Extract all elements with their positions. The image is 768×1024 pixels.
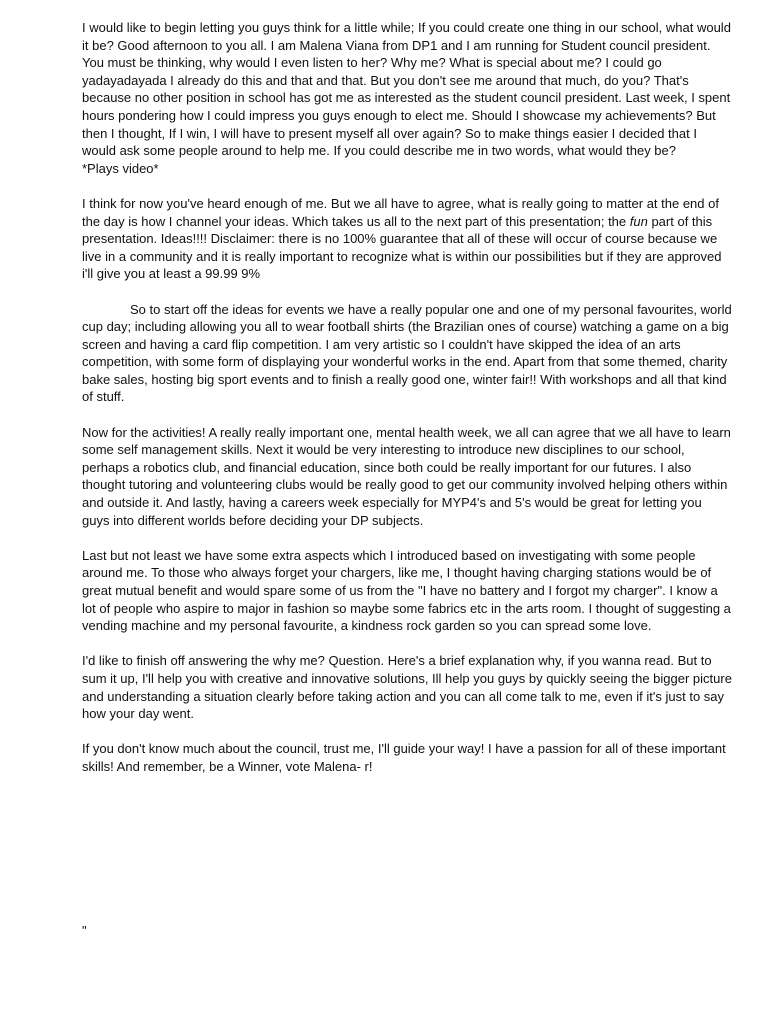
italic-text-run: fun [629, 213, 648, 229]
paragraph-plays-video: *Plays video* [82, 160, 159, 176]
paragraph-spacer [82, 529, 732, 547]
text-run: I think for now you've heard enough of me. But we all have to agree, what is really going to matter at the end of the day is how I channel your ideas. Which takes us all to the next part of this presentation; the [82, 195, 719, 229]
paragraph-events: So to start off the ideas for events we have a really popular one and one of my personal favourites, world cup day; including allowing you all to wear football shirts (the Brazilian ones of course) watching a game on a big screen and having a card flip competition. I am very artistic so I couldn't have skipped the idea of an arts competition, with some form of displaying your wonderful works in the end. Apart from that some themed, charity bake sales, hosting big sport events and to finish a really good one, winter fair!! With workshops and all that kind of stuff. [82, 301, 732, 405]
paragraph-extra-aspects: Last but not least we have some extra aspects which I introduced based on investigating with some people around me. To those who always forget your chargers, like me, I thought having charging stations would be of great mutual benefit and would spare some of us from the "I have no battery and I forgot my charger". I know a lot of people who aspire to major in fashion so maybe some fabrics etc in the arts room. I thought of suggesting a vending machine and my personal favourite, a kindness rock garden so you can spread some love. [82, 547, 731, 634]
paragraph-spacer [82, 283, 732, 301]
paragraph-spacer [82, 177, 732, 195]
paragraph-intro: I would like to begin letting you guys think for a little while; If you could create one thing in our school, what would it be? Good afternoon to you all. I am Malena Viana from DP1 and I am running for Student council president. You must be thinking, why would I even listen to her? Why me? What is special about me? I could go yadayadayada I already do this and that and that. But you don't see me around that much, do you? That's because no other position in school has got me as interested as the student council president. Last week, I spent hours pondering how I could impress you guys enough to elect me. Should I showcase my achievements? But then I thought, If I win, I will have to present myself all over again? So to make things easier I decided that I would ask some people around to help me. If you could describe me in two words, what would they be? [82, 20, 731, 159]
paragraph-spacer [82, 635, 732, 653]
paragraph-spacer [82, 723, 732, 741]
paragraph-spacer [82, 406, 732, 424]
trailing-quote-mark: " [82, 923, 87, 938]
paragraph-ideas-intro [82, 195, 732, 283]
document-body [82, 19, 732, 776]
paragraph-closing: If you don't know much about the council, trust me, I'll guide your way! I have a passion for all of these important skills! And remember, be a Winner, vote Malena- r! [82, 741, 726, 774]
paragraph-activities: Now for the activities! A really really important one, mental health week, we all can agree that we all have to learn some self management skills. Next it would be very interesting to introduce new disciplines to our school, perhaps a robotics club, and financial education, since both could be really important for our futures. I also thought tutoring and volunteering clubs would be really good to get our community involved helping others within and outside it. And lastly, having a careers week especially for MYP4's and 5's would be great for letting you guys into different worlds before deciding your DP subjects. [82, 424, 731, 528]
paragraph-why-me: I'd like to finish off answering the why me? Question. Here's a brief explanation why, if you wanna read. But to sum it up, I'll help you with creative and innovative solutions, Ill help you guys by quickly seeing the bigger picture and understanding a situation clearly before taking action and you can all come talk to me, even if it's just to say how your day went. [82, 653, 732, 722]
text-run: part of this presentation. Ideas!!!! Disclaimer: there is no 100% guarantee that all of these will occur of course because we live in a community and it is really important to recognize what is within our possibilities but if they are approved i'll give you at least a 99.99 9% [82, 213, 722, 282]
